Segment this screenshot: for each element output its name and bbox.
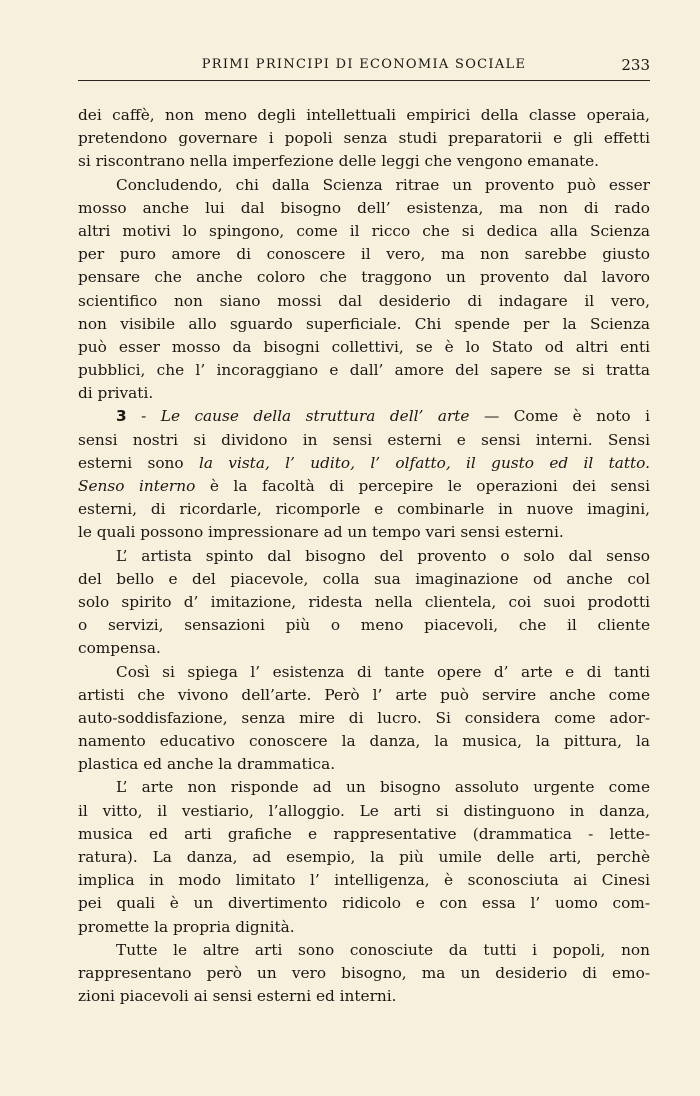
text-line: artisti che vivono dell’arte. Però l’ arte può servire anche come — [78, 685, 650, 704]
page-number: 233 — [621, 56, 650, 74]
text-segment: esterni sono — [78, 453, 199, 472]
body-text — [78, 104, 650, 1008]
text-line: sensi nostri si dividono in sensi esterni e sensi interni. Sensi — [78, 430, 650, 449]
italic-term: l’ olfatto, — [370, 453, 451, 472]
text-line: si riscontrano nella imperfezione delle leggi che vengono emanate. — [78, 152, 600, 171]
text-line: namento educativo conoscere la danza, la musica, la pittura, la — [78, 732, 650, 751]
text-line: mosso anche lui dal bisogno dell’ esistenza, ma non di rado — [78, 198, 650, 217]
text-line: o servizi, sensazioni più o meno piacevoli, che il cliente — [78, 616, 650, 635]
text-line: Concludendo, chi dalla Scienza ritrae un provento può esser — [116, 175, 650, 194]
text-line: promette la propria dignità. — [78, 917, 295, 936]
text-line: ratura). La danza, ad esempio, la più umile delle arti, perchè — [78, 848, 650, 866]
text-line: il vitto, il vestiario, l’alloggio. Le arti si distinguono in danza, — [78, 801, 650, 820]
text-line: musica ed arti grafiche e rappresentative (drammatica - lette- — [78, 824, 650, 843]
text-line: solo spirito d’ imitazione, ridesta nella clientela, coi suoi prodotti — [78, 592, 650, 611]
text-line: dei caffè, non meno degli intellettuali empirici della classe operaia, — [78, 106, 650, 124]
section-separator: - — [126, 407, 161, 426]
running-head — [78, 56, 650, 81]
text-line: di privati. — [78, 384, 154, 403]
text-line: esterni, di ricordarle, ricomporle e combinarle in nuove imagini, — [78, 500, 650, 519]
text-line: plastica ed anche la drammatica. — [78, 755, 336, 774]
text-line: compensa. — [78, 639, 161, 658]
section-number: 3 — [116, 407, 127, 426]
italic-term: Senso interno — [78, 477, 196, 495]
italic-term: l’ udito, — [285, 453, 355, 472]
text-line: rappresentano però un vero bisogno, ma un desiderio di emo- — [78, 963, 650, 982]
italic-term: il gusto ed il tatto. — [466, 453, 650, 472]
text-segment — [270, 454, 285, 472]
text-line: non visibile allo sguardo superficiale. Chi spende per la Scienza — [78, 314, 650, 333]
text-line: scientifico non siano mossi dal desiderio di indagare il vero, — [78, 291, 650, 310]
text-segment — [451, 454, 466, 472]
text-line: per puro amore di conoscere il vero, ma non sarebbe giusto — [78, 245, 650, 264]
text-line: implica in modo limitato l’ intelligenza, è sconosciuta ai Cinesi — [78, 871, 650, 890]
text-line: zioni piacevoli ai sensi esterni ed interni. — [78, 987, 397, 1006]
text-line: altri motivi lo spingono, come il ricco che si dedica alla Scienza — [78, 221, 650, 240]
text-line: pretendono governare i popoli senza studi preparatorii e gli effetti — [78, 129, 650, 148]
text-line: Così si spiega l’ esistenza di tante opere d’ arte e di tanti — [116, 662, 650, 681]
text-line: pei quali è un divertimento ridicolo e con essa l’ uomo com- — [78, 894, 650, 913]
text-line: Tutte le altre arti sono conosciute da tutti i popoli, non — [116, 940, 650, 959]
text-line: pensare che anche coloro che traggono un provento dal lavoro — [78, 268, 650, 287]
text-line: L’ arte non risponde ad un bisogno assoluto urgente come — [116, 778, 650, 797]
text-line: del bello e del piacevole, colla sua imaginazione od anche col — [78, 569, 650, 588]
section-continuation: — Come è noto i — [469, 407, 650, 426]
text-segment — [355, 454, 370, 472]
text-line: le quali possono impressionare ad un tempo vari sensi esterni. — [78, 523, 564, 542]
text-line: pubblici, che l’ incoraggiano e dall’ amore del sapere se si tratta — [78, 361, 650, 380]
text-line: può esser mosso da bisogni collettivi, se è lo Stato od altri enti — [78, 337, 650, 356]
running-title: PRIMI PRINCIPI DI ECONOMIA SOCIALE — [201, 57, 527, 72]
italic-term: la vista, — [198, 453, 270, 472]
text-line: L’ artista spinto dal bisogno del provento o solo dal senso — [116, 546, 650, 565]
text-line — [78, 452, 650, 475]
text-segment: è la facoltà di percepire le operazioni dei sensi — [195, 477, 650, 495]
section-heading-line — [78, 405, 650, 428]
text-line: auto-soddisfazione, senza mire di lucro. Si considera come ador- — [78, 708, 650, 727]
section-title: Le cause della struttura dell’ arte — [160, 407, 470, 426]
text-line — [78, 475, 650, 498]
